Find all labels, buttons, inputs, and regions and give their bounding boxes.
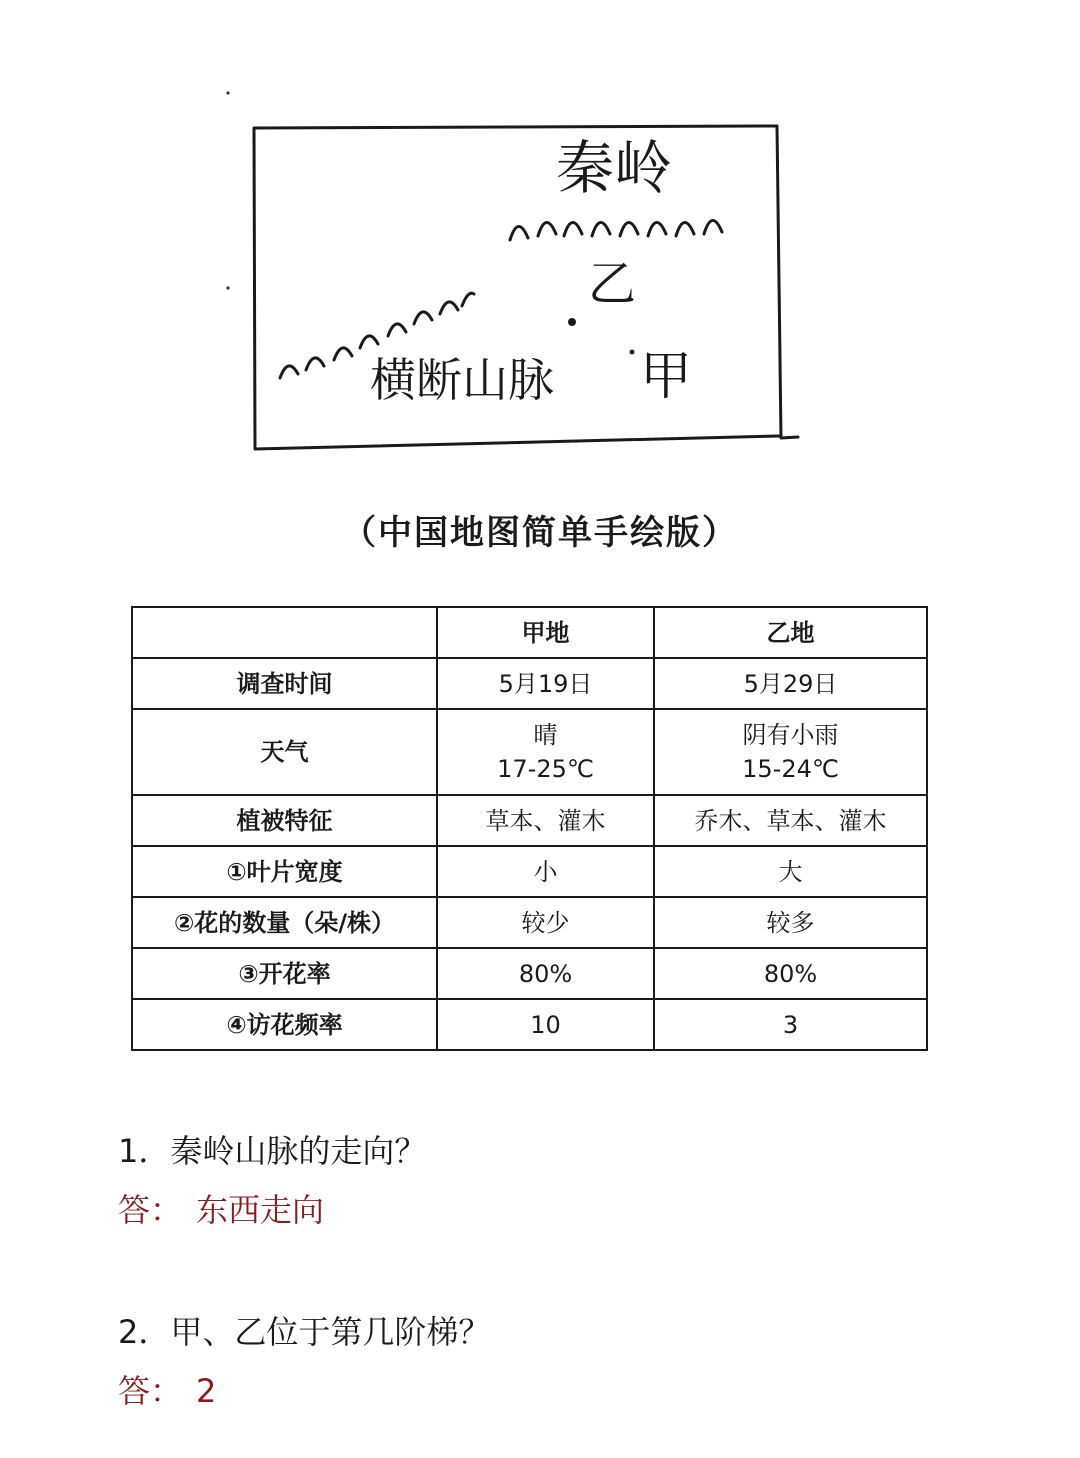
location-yi-dot [568, 318, 576, 326]
answer-1-value: 东西走向 [196, 1191, 325, 1229]
row-label: ②花的数量（朵/株） [132, 897, 437, 948]
label-jia: 甲 [640, 347, 693, 407]
location-jia-dot [630, 350, 635, 355]
cell-yi: 较多 [654, 897, 927, 948]
qinling-mountain-symbols [510, 220, 722, 240]
table-row [132, 795, 927, 846]
header-cell-empty [132, 607, 437, 658]
question-1: 1．秦岭山脉的走向？ [118, 1132, 427, 1170]
table-row [132, 897, 927, 948]
temperature-jia: 17-25℃ [497, 755, 594, 783]
row-label: ①叶片宽度 [132, 846, 437, 897]
table-row [132, 658, 927, 709]
row-label: ③开花率 [132, 948, 437, 999]
survey-table [131, 606, 928, 1051]
cell-jia: 较少 [437, 897, 654, 948]
answer-1-prefix: 答： [118, 1191, 183, 1229]
stray-dot [226, 286, 229, 289]
table-row [132, 999, 927, 1050]
survey-table-wrap [131, 606, 928, 1051]
temperature-yi: 15-24℃ [742, 755, 839, 783]
stray-dot [226, 91, 229, 94]
hand-drawn-map [0, 0, 1080, 480]
weather-yi: 阴有小雨 [742, 721, 839, 749]
cell-jia: 小 [437, 846, 654, 897]
cell-yi [654, 709, 927, 795]
table-row [132, 846, 927, 897]
cell-yi: 5月29日 [654, 658, 927, 709]
cell-yi: 大 [654, 846, 927, 897]
answer-2-value: 2 [196, 1372, 217, 1410]
table-row [132, 948, 927, 999]
row-label: 调查时间 [132, 658, 437, 709]
answer-1 [118, 1185, 324, 1231]
header-cell-jia: 甲地 [437, 607, 654, 658]
label-hengduan: 横断山脉 [370, 353, 554, 407]
answer-2 [118, 1366, 216, 1412]
cell-yi: 3 [654, 999, 927, 1050]
cell-jia: 10 [437, 999, 654, 1050]
cell-jia: 80% [437, 948, 654, 999]
cell-jia: 5月19日 [437, 658, 654, 709]
map-caption: （中国地图简单手绘版） [342, 513, 738, 553]
row-label: 植被特征 [132, 795, 437, 846]
cell-yi: 80% [654, 948, 927, 999]
header-cell-yi: 乙地 [654, 607, 927, 658]
map-sketch-svg [0, 0, 1080, 480]
answer-2-prefix: 答： [118, 1372, 183, 1410]
cell-yi: 乔木、草本、灌木 [654, 795, 927, 846]
label-qinling: 秦岭 [556, 134, 673, 202]
cell-jia: 草本、灌木 [437, 795, 654, 846]
question-2: 2．甲、乙位于第几阶梯？ [118, 1313, 491, 1351]
cell-jia [437, 709, 654, 795]
row-label: 天气 [132, 709, 437, 795]
table-row [132, 709, 927, 795]
weather-jia: 晴 [533, 721, 558, 749]
table-header-row [132, 607, 927, 658]
row-label: ④访花频率 [132, 999, 437, 1050]
label-yi: 乙 [588, 256, 637, 312]
